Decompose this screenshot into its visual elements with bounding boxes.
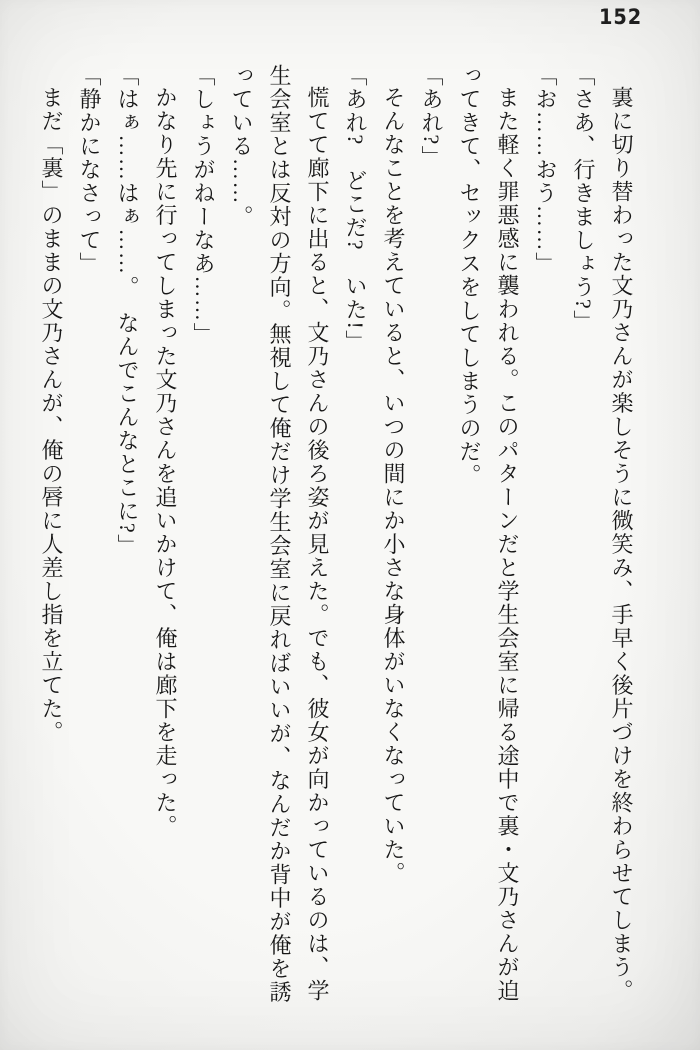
dialogue-paragraph: 「さあ、行きましょう?」 <box>571 64 596 334</box>
narrative-paragraph: そんなことを考えていると、いつの間にか小さな身体がいなくなっていた。 <box>381 86 406 885</box>
narrative-paragraph: 裏に切り替わった文乃さんが楽しそうに微笑み、手早く後片づけを終わらせてしまう。 <box>609 86 634 1003</box>
dialogue-paragraph: 「あれ?」 <box>419 64 444 170</box>
narrative-paragraph: まだ「裏」のままの文乃さんが、俺の唇に人差し指を立てた。 <box>39 86 64 744</box>
dialogue-paragraph: 「しょうがねーなあ……」 <box>191 64 216 346</box>
text-block <box>32 64 640 1009</box>
narrative-paragraph: また軽く罪悪感に襲われる。このパターンだと学生会室に帰る途中で裏・文乃さんが迫ってきて、セックスをしてしまうのだ。 <box>457 64 520 1003</box>
page-number: 152 <box>599 5 643 29</box>
narrative-paragraph: かなり先に行ってしまった文乃さんを追いかけて、俺は廊下を走った。 <box>153 86 178 838</box>
dialogue-paragraph: 「はぁ……はぁ……。 なんでこんなとこに?」 <box>115 64 140 558</box>
dialogue-paragraph: 「お……おう……」 <box>533 64 558 276</box>
dialogue-paragraph: 「あれ? どこだ? いた!」 <box>343 64 368 354</box>
dialogue-paragraph: 「静かになさって」 <box>77 64 102 276</box>
narrative-paragraph: 慌てて廊下に出ると、文乃さんの後ろ姿が見えた。でも、彼女が向かっているのは、学生会室とは反対の方向。無視して俺だけ学生会室に戻ればいいが、なんだか背中が俺を誘っている……。 <box>229 64 330 1004</box>
